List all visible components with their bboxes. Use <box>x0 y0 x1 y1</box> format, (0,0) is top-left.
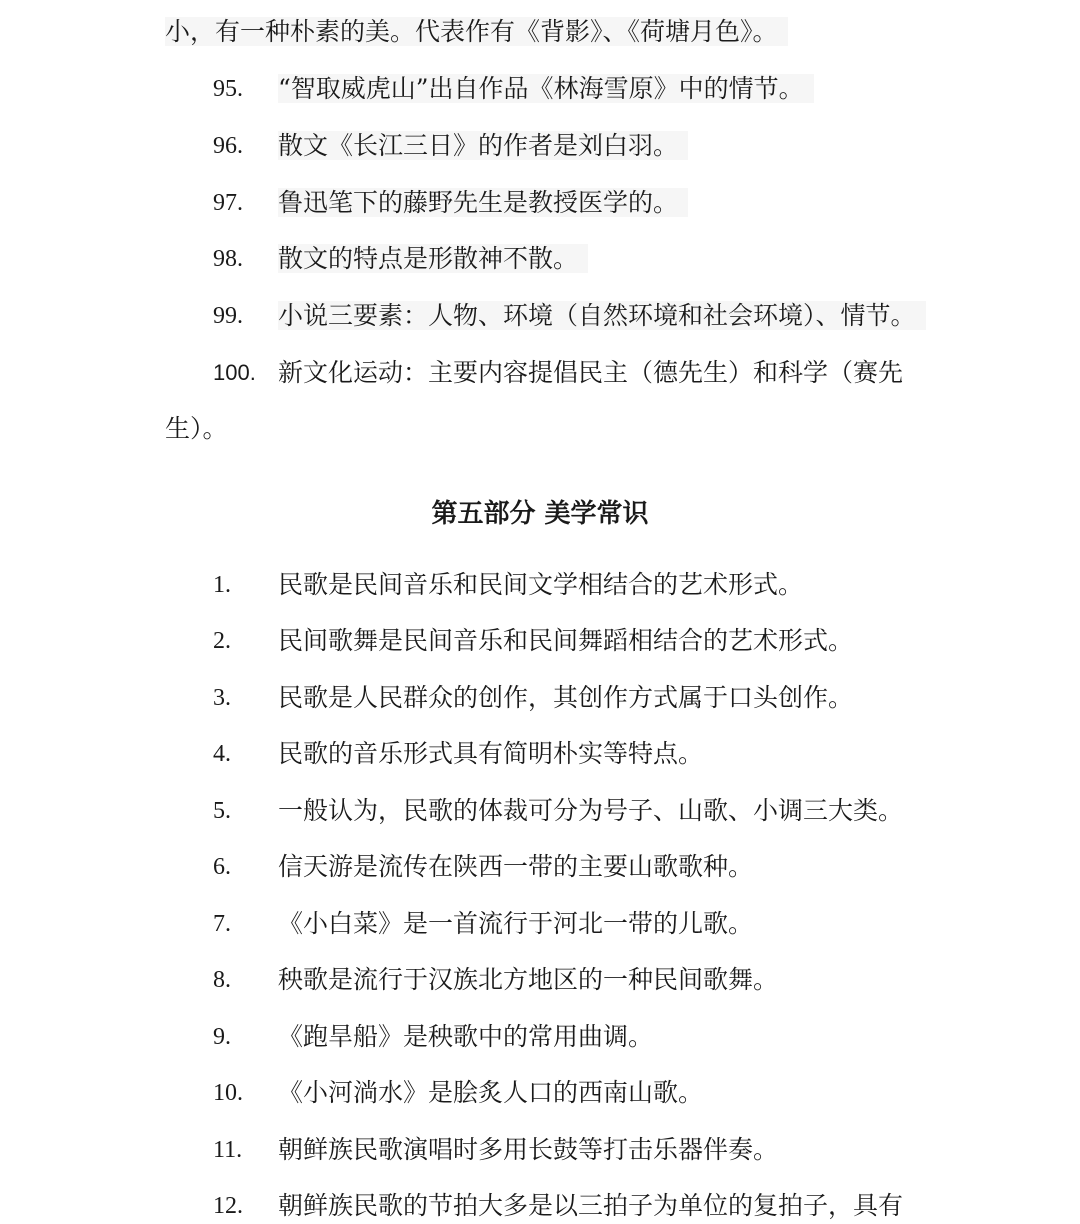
item-text: 小说三要素：人物、环境（自然环境和社会环境）、情节。 <box>278 298 926 334</box>
item-text: 散文的特点是形散神不散。 <box>278 241 588 277</box>
item-number: 99. <box>213 303 243 329</box>
item-number: 2. <box>213 628 231 654</box>
item-number: 98. <box>213 246 243 272</box>
item-number: 96. <box>213 133 243 159</box>
item-text: 民歌的音乐形式具有简明朴实等特点。 <box>278 739 704 768</box>
item-number: 3. <box>213 685 231 711</box>
item-text: 散文《长江三日》的作者是刘白羽。 <box>278 128 688 164</box>
item-text: 一般认为，民歌的体裁可分为号子、山歌、小调三大类。 <box>278 796 904 825</box>
item-text: 新文化运动：主要内容提倡民主（德先生）和科学（赛先 <box>278 358 904 387</box>
item-text: 信天游是流传在陕西一带的主要山歌歌种。 <box>278 852 754 881</box>
item-text-continuation: 生）。 <box>165 414 228 443</box>
item-text: 鲁迅笔下的藤野先生是教授医学的。 <box>278 185 688 221</box>
item-number: 1. <box>213 572 231 598</box>
item-number: 97. <box>213 190 243 216</box>
item-number: 4. <box>213 741 231 767</box>
item-number: 8. <box>213 967 231 993</box>
item-text: 民歌是民间音乐和民间文学相结合的艺术形式。 <box>278 570 804 599</box>
item-text: 民间歌舞是民间音乐和民间舞蹈相结合的艺术形式。 <box>278 626 854 655</box>
intro-continuation-line <box>165 14 788 50</box>
item-number: 7. <box>213 911 231 937</box>
item-number: 12. <box>213 1193 243 1219</box>
item-number: 9. <box>213 1024 231 1050</box>
item-text: “智取威虎山”出自作品《林海雪原》中的情节。 <box>278 71 814 107</box>
item-number: 5. <box>213 798 231 824</box>
item-text: 秧歌是流行于汉族北方地区的一种民间歌舞。 <box>278 965 779 994</box>
intro-text: 小，有一种朴素的美。代表作有《背影》、《荷塘月色》。 <box>165 17 788 46</box>
item-number: 95. <box>213 76 243 102</box>
item-text: 《小白菜》是一首流行于河北一带的儿歌。 <box>278 909 754 938</box>
item-text: 朝鲜族民歌的节拍大多是以三拍子为单位的复拍子，具有 <box>278 1191 904 1220</box>
item-text: 朝鲜族民歌演唱时多用长鼓等打击乐器伴奏。 <box>278 1135 779 1164</box>
item-text: 《跑旱船》是秧歌中的常用曲调。 <box>278 1022 654 1051</box>
item-text: 《小河淌水》是脍炙人口的西南山歌。 <box>278 1078 704 1107</box>
item-number: 11. <box>213 1137 243 1163</box>
item-number: 6. <box>213 854 231 880</box>
section-heading: 第五部分 美学常识 <box>431 499 649 529</box>
item-number: 10. <box>213 1080 243 1106</box>
item-number: 100. <box>213 360 256 385</box>
item-text: 民歌是人民群众的创作，其创作方式属于口头创作。 <box>278 683 854 712</box>
